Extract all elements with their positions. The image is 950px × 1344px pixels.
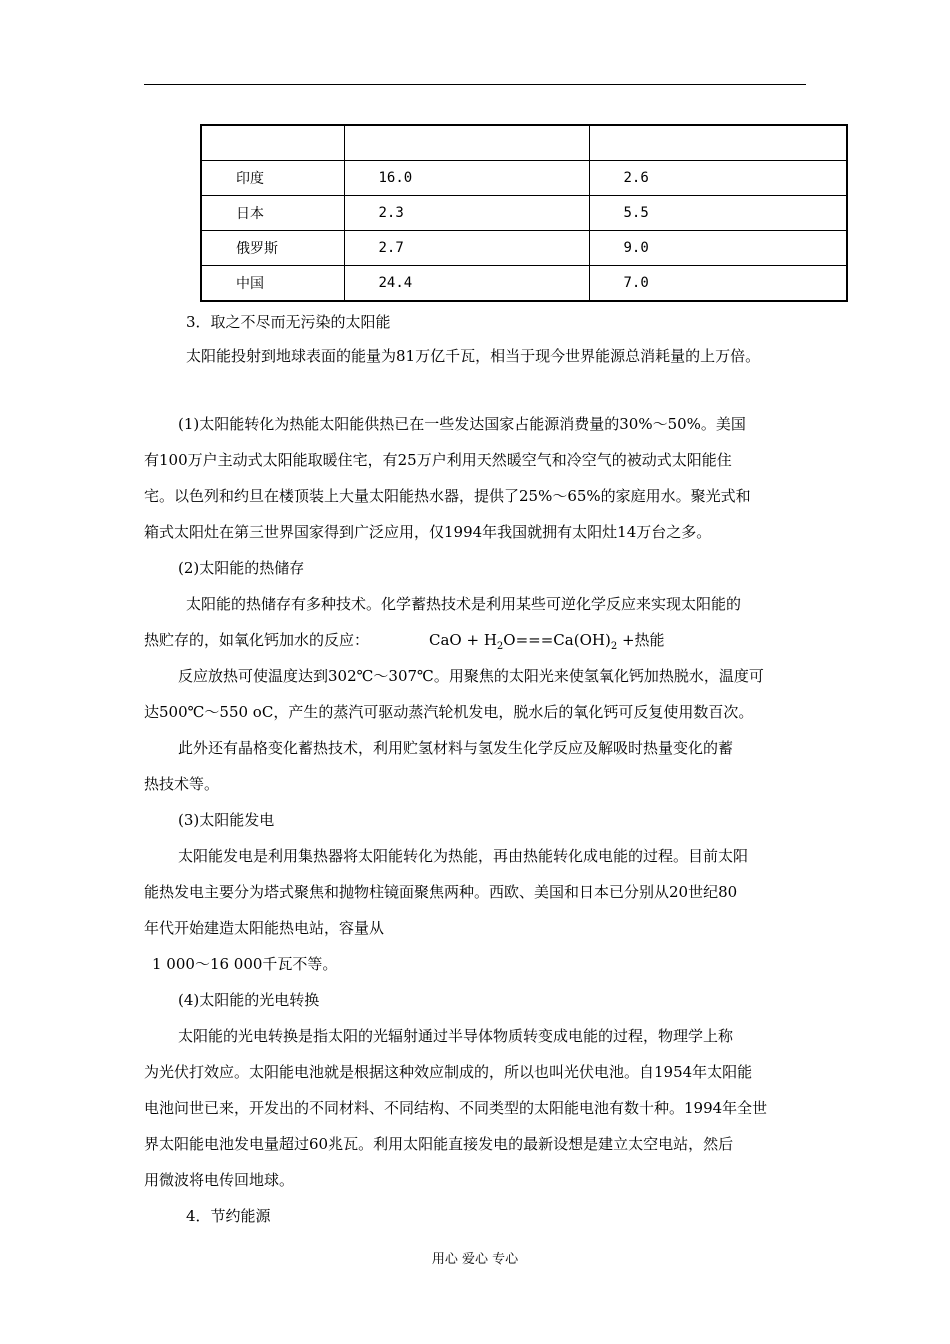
subheading-solar-power: (3)太阳能发电 [178, 811, 275, 829]
paragraph-line: 宅。以色列和约旦在楼顶装上大量太阳能热水器，提供了25%～65%的家庭用水。聚光式和 [144, 487, 751, 505]
paragraph-line: 太阳能投射到地球表面的能量为81万亿千瓦，相当于现今世界能源总消耗量的上万倍。 [186, 347, 761, 365]
paragraph-line: 1 000～16 000千瓦不等。 [152, 955, 338, 973]
paragraph-line: 此外还有晶格变化蓄热技术，利用贮氢材料与氢发生化学反应及解吸时热量变化的蓄 [178, 739, 734, 757]
paragraph-line: 太阳能的光电转换是指太阳的光辐射通过半导体物质转变成电能的过程，物理学上称 [178, 1027, 734, 1045]
table-row [201, 231, 847, 266]
paragraph-line: 热技术等。 [144, 775, 220, 793]
paragraph-line: 太阳能发电是利用集热器将太阳能转化为热能，再由热能转化成电能的过程。目前太阳 [178, 847, 749, 865]
subheading-photovoltaic: (4)太阳能的光电转换 [178, 991, 320, 1009]
table-row [201, 161, 847, 196]
section-heading-energy-saving: 4．节约能源 [186, 1207, 271, 1225]
paragraph-text: 热贮存的，如氧化钙加水的反应： [144, 631, 370, 649]
section-heading-solar: 3．取之不尽而无污染的太阳能 [186, 313, 391, 331]
table-cell: 24.4 [344, 266, 589, 302]
table-cell-country: 俄罗斯 [201, 231, 344, 266]
paragraph-line: 箱式太阳灶在第三世界国家得到广泛应用，仅1994年我国就拥有太阳灶14万台之多。 [144, 523, 712, 541]
table-header-cell [589, 125, 847, 161]
paragraph-line: 反应放热可使温度达到302℃～307℃。用聚焦的太阳光来使氢氧化钙加热脱水，温度可 [178, 667, 764, 685]
table-cell-country: 中国 [201, 266, 344, 302]
paragraph-line: 年代开始建造太阳能热电站，容量从 [144, 919, 385, 937]
table-cell: 2.7 [344, 231, 589, 266]
table-cell-country: 日本 [201, 196, 344, 231]
table-cell: 2.3 [344, 196, 589, 231]
table-header-row [201, 125, 847, 161]
paragraph-line: 电池问世已来，开发出的不同材料、不同结构、不同类型的太阳能电池有数十种。1994年全世 [144, 1099, 768, 1117]
table-header-cell [201, 125, 344, 161]
paragraph-line: 有100万户主动式太阳能取暖住宅，有25万户利用天然暖空气和冷空气的被动式太阳能住 [144, 451, 732, 469]
paragraph-line: 界太阳能电池发电量超过60兆瓦。利用太阳能直接发电的最新设想是建立太空电站，然后 [144, 1135, 734, 1153]
table-cell-country: 印度 [201, 161, 344, 196]
table-cell: 9.0 [589, 231, 847, 266]
table-row [201, 266, 847, 302]
paragraph-line: 太阳能的热储存有多种技术。化学蓄热技术是利用某些可逆化学反应来实现太阳能的 [186, 595, 742, 613]
table-row [201, 196, 847, 231]
table-cell: 16.0 [344, 161, 589, 196]
header-rule [144, 84, 806, 85]
table-header-cell [344, 125, 589, 161]
paragraph-line: 能热发电主要分为塔式聚焦和抛物柱镜面聚焦两种。西欧、美国和日本已分别从20世纪80 [144, 883, 738, 901]
subheading-heat-storage: (2)太阳能的热储存 [178, 559, 305, 577]
table-cell: 7.0 [589, 266, 847, 302]
data-table [200, 124, 848, 302]
chemical-equation: CaO + $H_2O===Ca(OH)_2$ +热能 [429, 631, 665, 652]
paragraph-line: 为光伏打效应。太阳能电池就是根据这种效应制成的，所以也叫光伏电池。自1954年太阳能 [144, 1063, 753, 1081]
table-cell: 5.5 [589, 196, 847, 231]
paragraph-line: (1)太阳能转化为热能太阳能供热已在一些发达国家占能源消费量的30%～50%。美国 [178, 415, 746, 433]
paragraph-line: 达500℃～550 oC，产生的蒸汽可驱动蒸汽轮机发电，脱水后的氧化钙可反复使用数百次。 [144, 703, 754, 721]
table-cell: 2.6 [589, 161, 847, 196]
page-footer: 用心 爱心 专心 [431, 1252, 519, 1267]
paragraph-line-formula [144, 630, 665, 657]
paragraph-line: 用微波将电传回地球。 [144, 1171, 295, 1189]
